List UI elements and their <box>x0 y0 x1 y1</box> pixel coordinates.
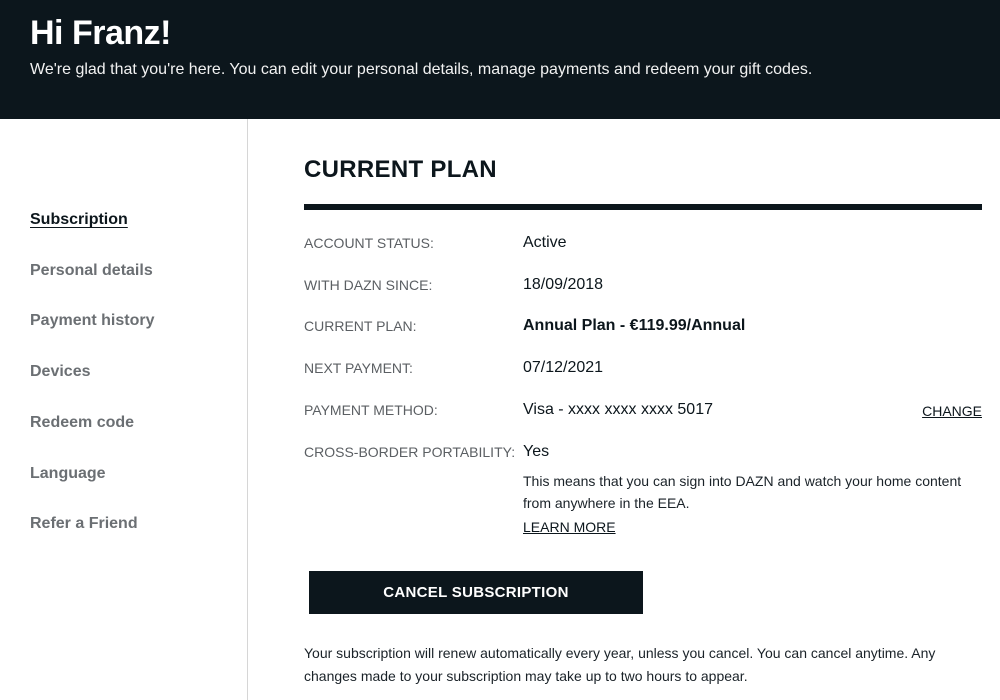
payment-method-value: Visa - xxxx xxxx xxxx 5017 <box>523 401 713 418</box>
page-header <box>0 0 1000 119</box>
subscription-panel <box>249 119 1000 700</box>
renewal-note: Your subscription will renew automatically every year, unless you cancel. You can cancel anytime. Any changes made to your subscription may take up to two hours to appear. <box>304 645 936 684</box>
greeting-subtitle: We're glad that you're here. You can edit your personal details, manage payments and redeem your gift codes. <box>30 61 813 78</box>
sidebar-item-language[interactable]: Language <box>30 465 106 482</box>
cancel-subscription-button[interactable]: CANCEL SUBSCRIPTION <box>309 571 643 614</box>
portability-note: This means that you can sign into DAZN and watch your home content from anywhere in the EEA. <box>523 473 962 511</box>
sidebar-item-payment-history[interactable]: Payment history <box>30 312 155 329</box>
portability-value: Yes <box>523 443 550 460</box>
sidebar-item-subscription[interactable]: Subscription <box>30 211 128 228</box>
sidebar-item-refer-a-friend[interactable]: Refer a Friend <box>30 515 138 532</box>
member-since-label: WITH DAZN SINCE: <box>304 277 433 293</box>
portability-label: CROSS-BORDER PORTABILITY: <box>304 444 516 460</box>
greeting-title: Hi Franz! <box>30 14 171 52</box>
sidebar-item-personal-details[interactable]: Personal details <box>30 262 153 279</box>
sidebar-item-devices[interactable]: Devices <box>30 363 91 380</box>
heading-divider <box>304 204 982 210</box>
current-plan-heading: CURRENT PLAN <box>304 156 497 183</box>
current-plan-value: Annual Plan - €119.99/Annual <box>523 317 746 334</box>
member-since-value: 18/09/2018 <box>523 276 604 293</box>
account-status-value: Active <box>523 234 567 251</box>
current-plan-label: CURRENT PLAN: <box>304 318 417 334</box>
change-payment-link[interactable]: CHANGE <box>922 403 982 419</box>
account-sidebar <box>0 119 248 700</box>
payment-method-label: PAYMENT METHOD: <box>304 402 438 418</box>
learn-more-link[interactable]: LEARN MORE <box>523 519 616 535</box>
next-payment-value: 07/12/2021 <box>523 359 604 376</box>
sidebar-item-redeem-code[interactable]: Redeem code <box>30 414 135 431</box>
account-status-label: ACCOUNT STATUS: <box>304 235 434 251</box>
next-payment-label: NEXT PAYMENT: <box>304 360 413 376</box>
